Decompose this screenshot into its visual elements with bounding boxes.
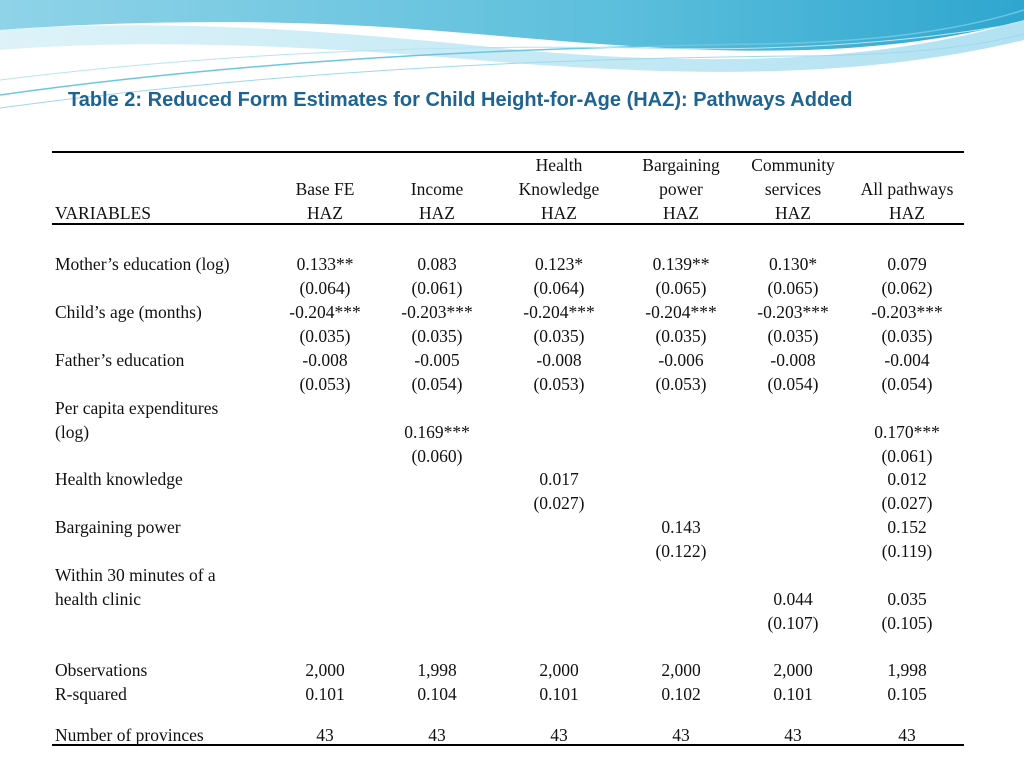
coefficient: 0.170*** (874, 422, 940, 442)
coefficient: 0.130* (768, 254, 818, 274)
stat-label: Number of provinces (55, 725, 204, 745)
stat-label: Observations (55, 660, 148, 680)
stat-value: 0.101 (305, 684, 345, 704)
row-label: Per capita expenditures (55, 398, 219, 418)
column-header: HAZ (541, 203, 577, 223)
standard-error: (0.035) (299, 326, 351, 346)
row-label: Bargaining power (55, 517, 181, 537)
stat-value: 43 (428, 725, 446, 745)
standard-error: (0.064) (533, 278, 585, 298)
coefficient: 0.083 (417, 254, 457, 274)
standard-error: (0.064) (299, 278, 351, 298)
standard-error: (0.035) (881, 326, 933, 346)
coefficient: 0.143 (661, 517, 701, 537)
table-top-rule (52, 151, 964, 153)
row-label: Health knowledge (55, 469, 183, 489)
stat-value: 0.102 (661, 684, 701, 704)
stat-value: 2,000 (305, 660, 345, 680)
coefficient: 0.152 (887, 517, 927, 537)
coefficient: -0.203*** (757, 302, 829, 322)
coefficient: -0.008 (770, 350, 816, 370)
stat-value: 1,998 (417, 660, 457, 680)
row-label: Within 30 minutes of a (55, 565, 216, 585)
standard-error: (0.035) (533, 326, 585, 346)
column-header: services (764, 179, 822, 199)
slide-title: Table 2: Reduced Form Estimates for Child Height-for-Age (HAZ): Pathways Added (68, 89, 853, 111)
column-header: Community (751, 155, 835, 175)
coefficient: -0.204*** (523, 302, 595, 322)
coefficient: -0.004 (884, 350, 930, 370)
stat-value: 1,998 (887, 660, 927, 680)
row-label: health clinic (55, 589, 142, 609)
coefficient: 0.079 (887, 254, 927, 274)
table-header-rule (52, 223, 964, 225)
coefficient: 0.169*** (404, 422, 470, 442)
standard-error: (0.107) (767, 613, 819, 633)
stat-value: 43 (672, 725, 690, 745)
coefficient: -0.203*** (401, 302, 473, 322)
stat-value: 0.101 (539, 684, 579, 704)
standard-error: (0.027) (881, 493, 933, 513)
stat-value: 2,000 (539, 660, 579, 680)
standard-error: (0.105) (881, 613, 933, 633)
standard-error: (0.053) (655, 374, 707, 394)
row-label: Father’s education (55, 350, 185, 370)
standard-error: (0.053) (533, 374, 585, 394)
coefficient: -0.204*** (289, 302, 361, 322)
standard-error: (0.027) (533, 493, 585, 513)
column-header: Health (535, 155, 583, 175)
column-header: Bargaining (642, 155, 720, 175)
column-header: HAZ (663, 203, 699, 223)
coefficient: 0.035 (887, 589, 927, 609)
stat-value: 2,000 (661, 660, 701, 680)
row-label: Mother’s education (log) (55, 254, 230, 274)
standard-error: (0.053) (299, 374, 351, 394)
standard-error: (0.061) (881, 446, 933, 466)
column-header: All pathways (860, 179, 954, 199)
standard-error: (0.119) (881, 541, 933, 561)
stat-value: 43 (316, 725, 334, 745)
standard-error: (0.122) (655, 541, 707, 561)
header-variables: VARIABLES (55, 203, 151, 223)
standard-error: (0.065) (767, 278, 819, 298)
coefficient: -0.005 (414, 350, 460, 370)
column-header: Income (410, 179, 464, 199)
stat-value: 0.101 (773, 684, 813, 704)
stat-value: 0.104 (417, 684, 457, 704)
coefficient: -0.203*** (871, 302, 943, 322)
standard-error: (0.054) (411, 374, 463, 394)
coefficient: -0.204*** (645, 302, 717, 322)
coefficient: 0.133** (296, 254, 354, 274)
coefficient: -0.008 (536, 350, 582, 370)
row-label: Child’s age (months) (55, 302, 202, 322)
column-header: HAZ (307, 203, 343, 223)
coefficient: 0.123* (534, 254, 584, 274)
column-header: Knowledge (518, 179, 600, 199)
column-header: HAZ (889, 203, 925, 223)
coefficient: 0.044 (773, 589, 813, 609)
standard-error: (0.035) (411, 326, 463, 346)
column-header: power (659, 179, 703, 199)
standard-error: (0.035) (655, 326, 707, 346)
standard-error: (0.065) (655, 278, 707, 298)
stat-label: R-squared (55, 684, 127, 704)
coefficient: 0.139** (652, 254, 710, 274)
standard-error: (0.061) (411, 278, 463, 298)
standard-error: (0.054) (767, 374, 819, 394)
stat-value: 0.105 (887, 684, 927, 704)
stat-value: 43 (898, 725, 916, 745)
standard-error: (0.060) (411, 446, 463, 466)
stat-value: 43 (550, 725, 568, 745)
coefficient: -0.008 (302, 350, 348, 370)
standard-error: (0.054) (881, 374, 933, 394)
column-header: Base FE (295, 179, 355, 199)
coefficient: -0.006 (658, 350, 704, 370)
stat-value: 43 (784, 725, 802, 745)
standard-error: (0.062) (881, 278, 933, 298)
coefficient: 0.017 (539, 469, 579, 489)
column-header: HAZ (775, 203, 811, 223)
row-label: (log) (55, 422, 90, 442)
column-header: HAZ (419, 203, 455, 223)
stat-value: 2,000 (773, 660, 813, 680)
coefficient: 0.012 (887, 469, 927, 489)
standard-error: (0.035) (767, 326, 819, 346)
